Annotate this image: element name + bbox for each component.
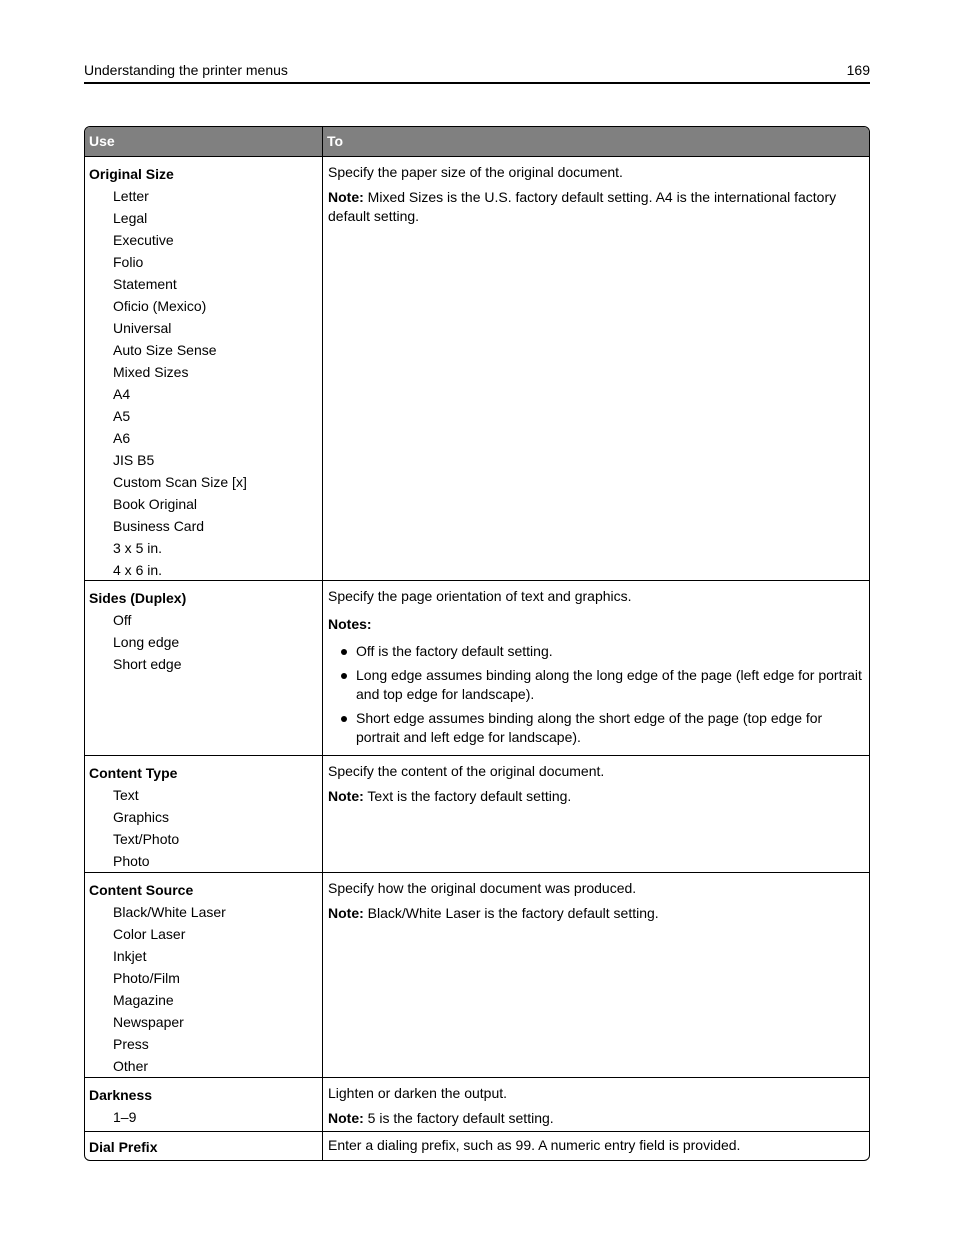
option-value: Custom Scan Size [x] xyxy=(113,474,247,490)
option-value: Book Original xyxy=(113,496,198,512)
table-row xyxy=(85,755,869,872)
table-row xyxy=(85,1077,869,1131)
note-text: 5 is the factory default setting. xyxy=(363,1110,554,1126)
notes-list xyxy=(328,642,864,747)
use-cell xyxy=(85,581,323,755)
option-value: Magazine xyxy=(113,992,174,1008)
bullet-icon xyxy=(341,649,347,655)
note-label: Note: xyxy=(328,905,364,921)
note-label: Note: xyxy=(328,189,364,205)
table-row xyxy=(85,872,869,1077)
option-value: Long edge xyxy=(113,634,180,650)
use-cell xyxy=(85,873,323,1077)
use-cell xyxy=(85,1132,323,1160)
note xyxy=(328,188,864,226)
option-value: Folio xyxy=(113,254,144,270)
note-text: Short edge assumes binding along the short edge of the page (top edge for portrait and left edge for landscape). xyxy=(356,710,823,745)
option-value: Press xyxy=(113,1036,149,1052)
column-header-use: Use xyxy=(85,127,323,156)
option-value: Auto Size Sense xyxy=(113,342,217,358)
option-value: Color Laser xyxy=(113,926,186,942)
note-text: Off is the factory default setting. xyxy=(356,643,553,659)
option-value: Photo xyxy=(113,853,150,869)
list-item xyxy=(328,709,864,747)
table-header-row xyxy=(85,127,869,156)
option-value: JIS B5 xyxy=(113,452,155,468)
bullet-icon xyxy=(341,716,347,722)
description-cell xyxy=(323,1078,869,1131)
description-text: Enter a dialing prefix, such as 99. A numeric entry field is provided. xyxy=(328,1137,741,1153)
option-value: Black/White Laser xyxy=(113,904,226,920)
menu-option-name: Dial Prefix xyxy=(89,1139,158,1155)
table-row xyxy=(85,1131,869,1160)
menu-option-name: Content Type xyxy=(89,765,178,781)
description-cell xyxy=(323,873,869,1077)
menu-option-name: Original Size xyxy=(89,166,174,182)
note-text: Mixed Sizes is the U.S. factory default setting. A4 is the international factory default setting. xyxy=(328,189,837,224)
menu-option-name: Sides (Duplex) xyxy=(89,590,187,606)
use-cell xyxy=(85,157,323,580)
option-value: Oficio (Mexico) xyxy=(113,298,207,314)
option-value: Text/Photo xyxy=(113,831,180,847)
option-value: Legal xyxy=(113,210,148,226)
option-value: Mixed Sizes xyxy=(113,364,189,380)
list-item xyxy=(328,642,864,661)
option-value: A5 xyxy=(113,408,131,424)
option-value: Graphics xyxy=(113,809,170,825)
column-header-to: To xyxy=(327,133,344,149)
use-cell xyxy=(85,756,323,872)
note xyxy=(328,1109,864,1128)
description-cell xyxy=(323,581,869,755)
use-cell xyxy=(85,1078,323,1131)
option-value: 1–9 xyxy=(113,1109,137,1125)
menu-table xyxy=(84,126,870,1161)
option-value: 3 x 5 in. xyxy=(113,540,163,556)
list-item xyxy=(328,666,864,704)
note xyxy=(328,787,864,806)
description-text: Specify the content of the original document. xyxy=(328,763,605,779)
bullet-icon xyxy=(341,673,347,679)
description-cell xyxy=(323,1132,869,1160)
note-text: Text is the factory default setting. xyxy=(363,788,572,804)
note-label: Note: xyxy=(328,788,364,804)
note-label: Note: xyxy=(328,1110,364,1126)
option-value: Text xyxy=(113,787,139,803)
notes-label: Notes: xyxy=(328,616,372,632)
table-row xyxy=(85,580,869,755)
option-value: A4 xyxy=(113,386,131,402)
description-text: Specify how the original document was produced. xyxy=(328,880,637,896)
option-value: Letter xyxy=(113,188,149,204)
option-value: Inkjet xyxy=(113,948,147,964)
description-text: Lighten or darken the output. xyxy=(328,1085,508,1101)
option-value: Off xyxy=(113,612,132,628)
option-value: Universal xyxy=(113,320,172,336)
menu-option-name: Content Source xyxy=(89,882,194,898)
option-value: Business Card xyxy=(113,518,205,534)
option-value: Statement xyxy=(113,276,177,292)
page-number: 169 xyxy=(846,62,870,78)
page-header xyxy=(84,60,870,84)
option-value: Executive xyxy=(113,232,174,248)
note-text: Long edge assumes binding along the long edge of the page (left edge for portrait and top edge for landscape). xyxy=(356,667,862,702)
section-title: Understanding the printer menus xyxy=(84,62,288,78)
option-value: Newspaper xyxy=(113,1014,184,1030)
option-value: Photo/Film xyxy=(113,970,180,986)
note xyxy=(328,904,864,923)
menu-option-name: Darkness xyxy=(89,1087,153,1103)
option-value: Other xyxy=(113,1058,149,1074)
option-value: 4 x 6 in. xyxy=(113,562,163,578)
description-text: Specify the page orientation of text and graphics. xyxy=(328,588,632,604)
description-cell xyxy=(323,157,869,580)
option-value: Short edge xyxy=(113,656,182,672)
table-row xyxy=(85,156,869,580)
note-text: Black/White Laser is the factory default setting. xyxy=(363,905,659,921)
description-text: Specify the paper size of the original document. xyxy=(328,164,623,180)
description-cell xyxy=(323,756,869,872)
option-value: A6 xyxy=(113,430,131,446)
